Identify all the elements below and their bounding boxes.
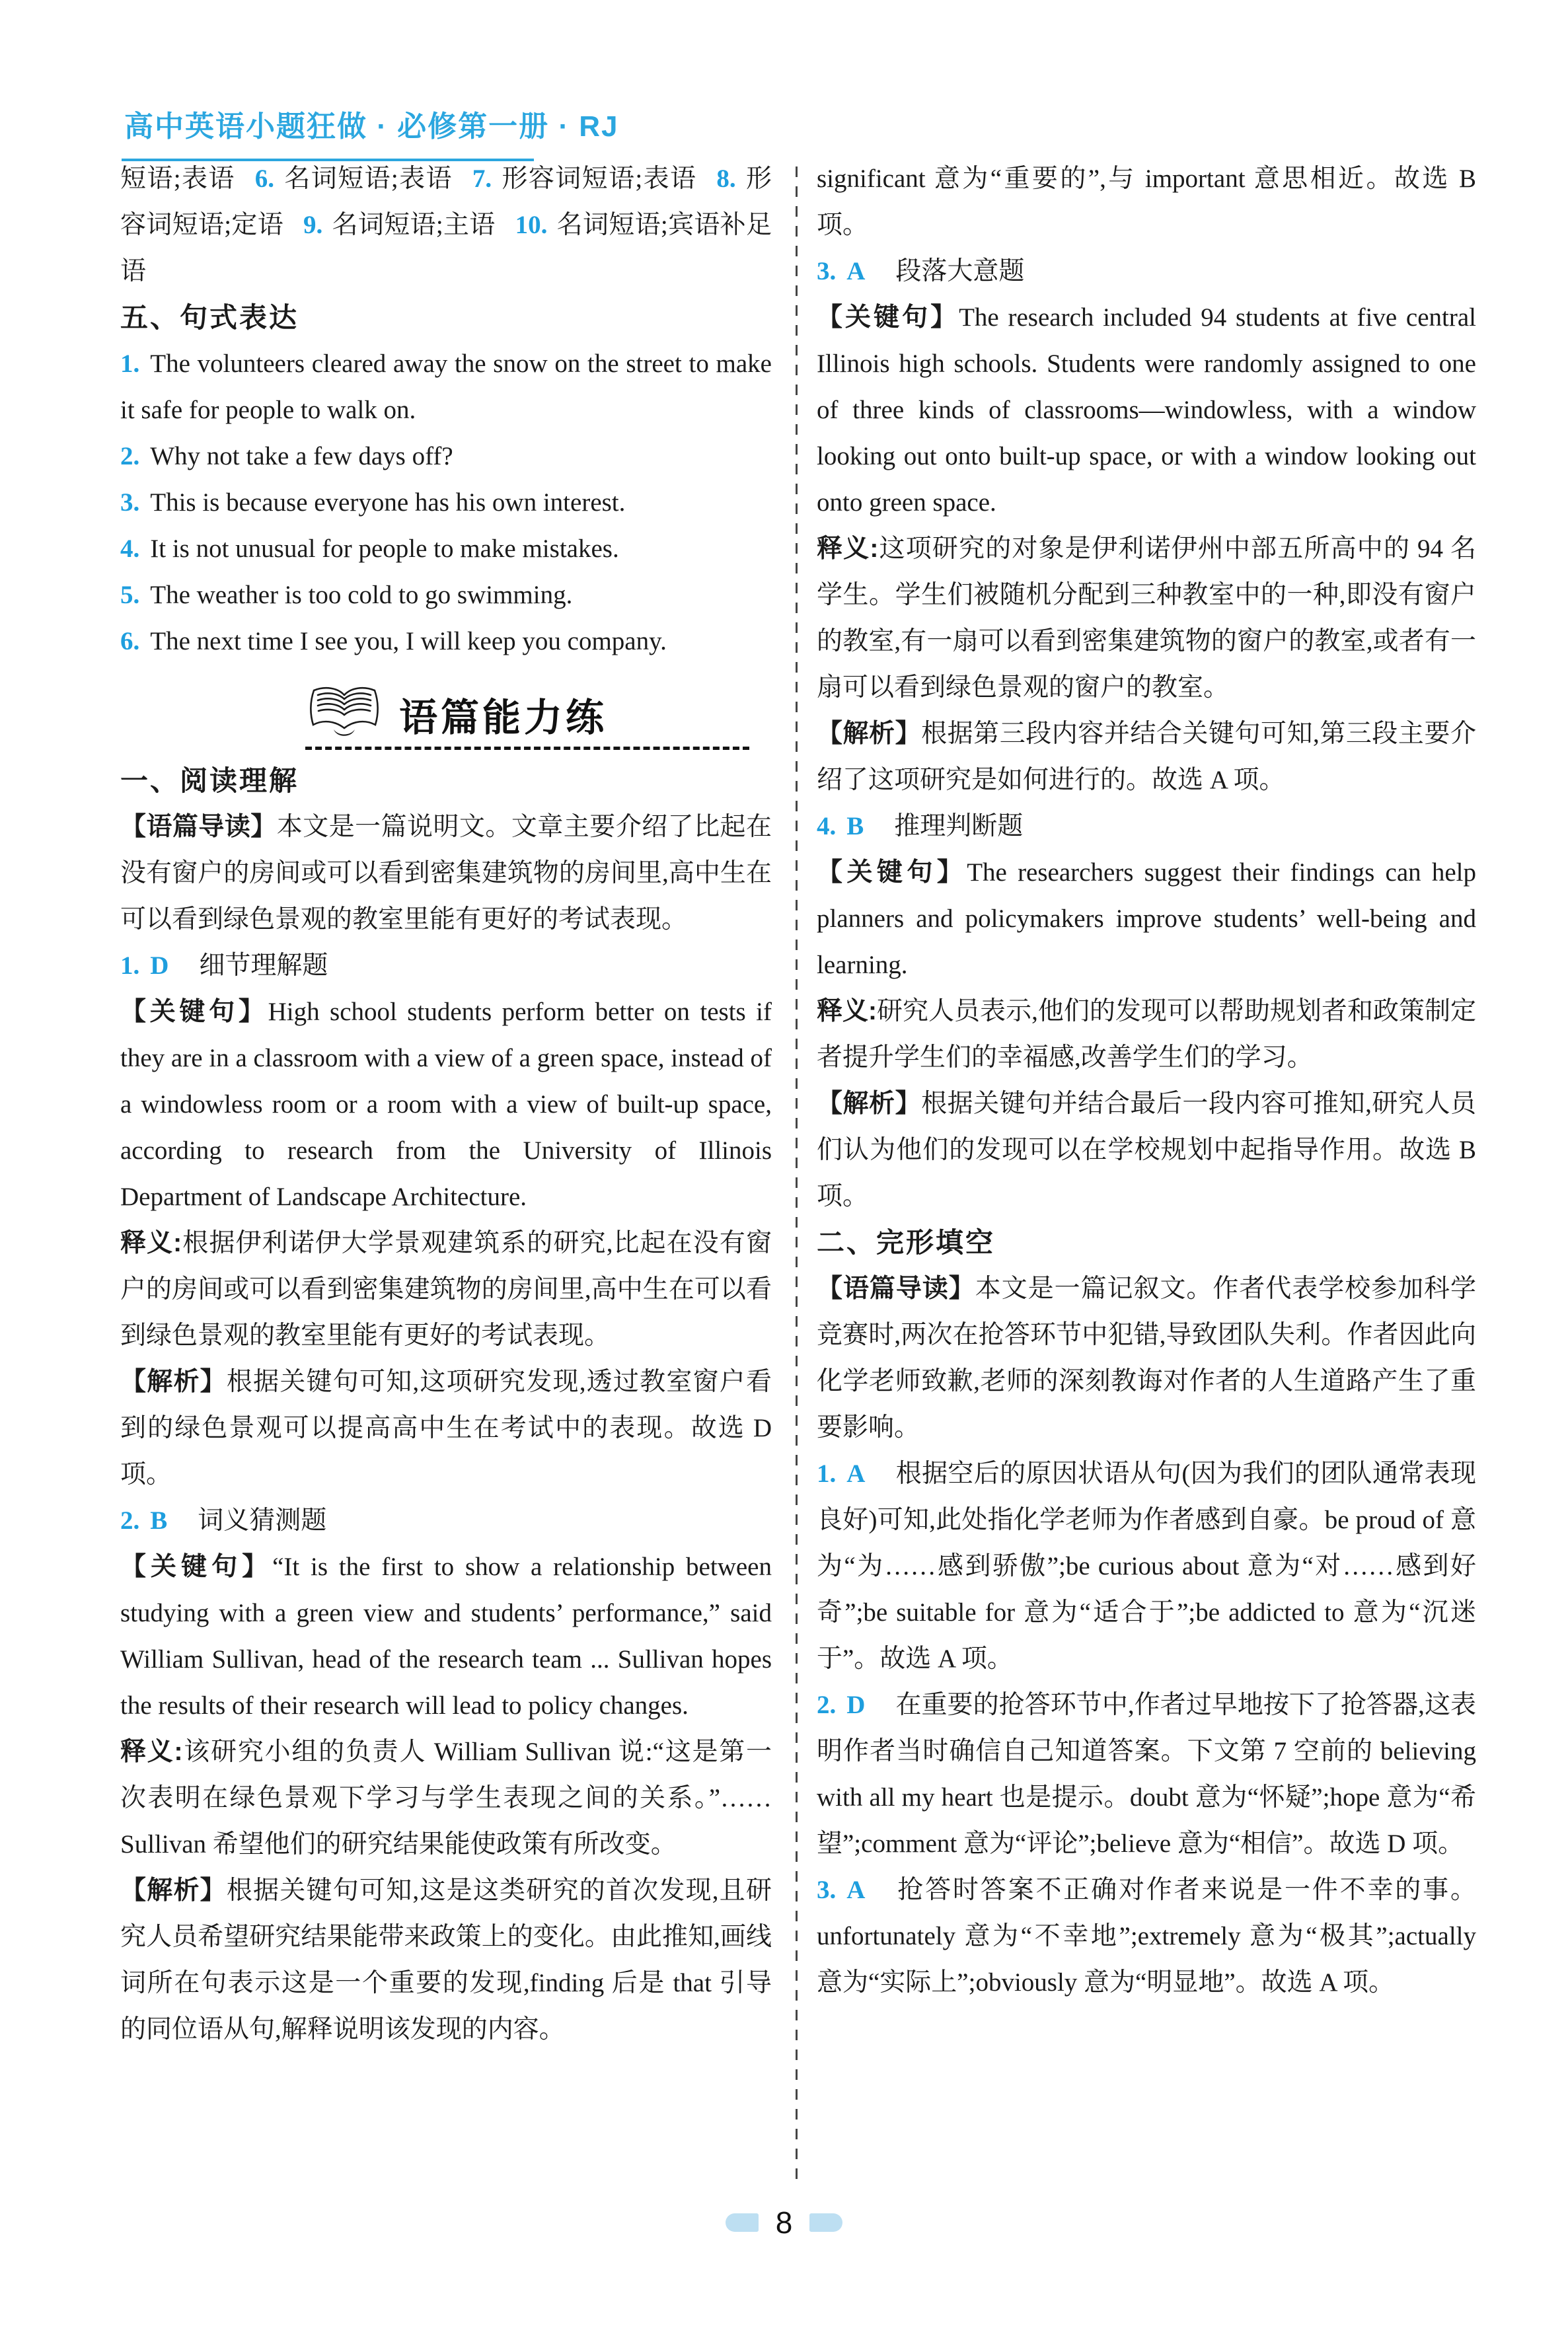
answer-paragraph bbox=[817, 1682, 1476, 1867]
paragraph-label: 【关键句】 bbox=[817, 858, 967, 887]
answer-letter: B bbox=[846, 812, 864, 840]
labeled-paragraph bbox=[120, 989, 772, 1220]
numbered-sentence bbox=[120, 618, 772, 665]
numbered-sentence bbox=[120, 526, 772, 572]
answer-text: 抢答时答案不正确对作者来说是一件不幸的事。unfortunately 意为“不幸地”;extremely 意为“极其”;actually 意为“实际上”;obviously 意为“明显地”。故选 A 项。 bbox=[817, 1876, 1476, 1997]
paragraph-text: 本文是一篇记叙文。作者代表学校参加科学竞赛时,两次在抢答环节中犯错,导致团队失利。作者因此向化学老师致歉,老师的深刻教诲对作者的人生道路产生了重要影响。 bbox=[817, 1274, 1476, 1442]
labeled-paragraph bbox=[120, 804, 772, 943]
page-header-title: 高中英语小题狂做 · 必修第一册 · RJ bbox=[124, 110, 619, 143]
answer-text: 根据空后的原因状语从句(因为我们的团队通常表现良好)可知,此处指化学老师为作者感到自豪。be proud of 意为“为……感到骄傲”;be curious about 意为“对……感到好奇”;be suitable for 意为“适合于”;be addicted to 意为“沉迷于”。故选 A 项。 bbox=[817, 1459, 1476, 1673]
labeled-paragraph bbox=[817, 1081, 1476, 1220]
section-heading: 五、句式表达 bbox=[120, 302, 299, 333]
text-run: 形容词短语;表语 bbox=[501, 165, 697, 193]
labeled-paragraph bbox=[817, 988, 1476, 1081]
paragraph-label: 【解析】 bbox=[817, 720, 922, 748]
paragraph-text: 本文是一篇说明文。文章主要介绍了比起在没有窗户的房间或可以看到密集建筑物的房间里,高中生在可以看到绿色景观的教室里能有更好的考试表现。 bbox=[120, 813, 772, 934]
banner-title: 语篇能力练 bbox=[399, 696, 608, 740]
inline-number: 10. bbox=[515, 211, 548, 239]
labeled-paragraph bbox=[817, 850, 1476, 988]
page-footer bbox=[0, 2205, 1568, 2240]
numbered-run bbox=[120, 156, 772, 295]
item-number: 2. bbox=[120, 442, 140, 470]
answer-heading bbox=[120, 943, 772, 989]
numbered-sentence bbox=[120, 480, 772, 526]
paragraph-text: 根据伊利诺伊大学景观建筑系的研究,比起在没有窗户的房间或可以看到密集建筑物的房间里,高中生在可以看到绿色景观的教室里能有更好的考试表现。 bbox=[120, 1229, 772, 1350]
text-run: 短语;表语 bbox=[120, 165, 235, 193]
item-number: 3. bbox=[120, 488, 140, 517]
inline-number: 8. bbox=[716, 165, 736, 193]
sentence-text: Why not take a few days off? bbox=[150, 442, 453, 470]
paragraph-label: 【语篇导读】 bbox=[120, 813, 277, 841]
answer-heading bbox=[817, 803, 1476, 850]
answer-letter: A bbox=[846, 257, 866, 285]
paragraph-text: 这项研究的对象是伊利诺伊州中部五所高中的 94 名学生。学生们被随机分配到三种教室中的一种,即没有窗户的教室,有一扇可以看到密集建筑物的窗户的教室,或者有一扇可以看到绿色景观的窗户的教室。 bbox=[817, 535, 1476, 702]
answer-text: 在重要的抢答环节中,作者过早地按下了抢答器,这表明作者当时确信自己知道答案。下文第 7 空前的 believing with all my heart 也是提示。doubt 意为“怀疑”;hope 意为“希望”;comment 意为“评论”;believe 意为“相信”。故选 D 项。 bbox=[817, 1691, 1476, 1858]
page-number: 8 bbox=[775, 2205, 793, 2240]
section-heading: 二、完形填空 bbox=[817, 1227, 996, 1258]
paragraph-label: 【解析】 bbox=[817, 1089, 922, 1118]
open-book-icon bbox=[305, 683, 383, 739]
answer-letter: D bbox=[150, 951, 169, 980]
item-number: 1. bbox=[120, 350, 140, 378]
sentence-text: It is not unusual for people to make mistakes. bbox=[150, 535, 619, 563]
paragraph-text: The researchers suggest their findings can help planners and policymakers improve students’ well-being and learning. bbox=[817, 858, 1476, 979]
paragraph-text: “It is the first to show a relationship between studying with a green view and students’ performance,” said William Sullivan, head of the research team ... Sullivan hopes the results of their research will lead to policy changes. bbox=[120, 1553, 772, 1720]
answer-letter: A bbox=[846, 1459, 866, 1488]
answer-number: 1. bbox=[817, 1459, 837, 1488]
answer-paragraph bbox=[817, 1867, 1476, 2006]
answer-number: 1. bbox=[120, 951, 140, 980]
question-type-label: 段落大意题 bbox=[895, 257, 1025, 285]
paragraph-label: 释义: bbox=[817, 535, 879, 563]
text-run: 名词短语;宾语补足语 bbox=[120, 211, 772, 285]
item-number: 4. bbox=[120, 535, 140, 563]
paragraph-text: 根据关键句可知,这项研究发现,透过教室窗户看到的绿色景观可以提高高中生在考试中的表现。故选 D 项。 bbox=[120, 1368, 772, 1489]
right-column bbox=[817, 156, 1476, 2006]
paragraph-label: 【关键句】 bbox=[817, 303, 959, 332]
question-type-label: 推理判断题 bbox=[894, 812, 1024, 840]
numbered-sentence bbox=[120, 433, 772, 480]
left-column bbox=[120, 156, 772, 2053]
labeled-paragraph bbox=[817, 295, 1476, 526]
paragraph: significant 意为“重要的”,与 important 意思相近。故选 B 项。 bbox=[817, 165, 1476, 239]
paragraph-label: 【语篇导读】 bbox=[817, 1274, 975, 1303]
paragraph-label: 【解析】 bbox=[120, 1876, 227, 1905]
answer-heading bbox=[817, 248, 1476, 295]
paragraph-text: 根据关键句可知,这是这类研究的首次发现,且研究人员希望研究结果能带来政策上的变化。由此推知,画线词所在句表示这是一个重要的发现,finding 后是 that 引导的同位语从句,解释说明该发现的内容。 bbox=[120, 1876, 772, 2044]
question-type-label: 细节理解题 bbox=[199, 951, 328, 980]
paragraph-text: 该研究小组的负责人 William Sullivan 说:“这是第一次表明在绿色景观下学习与学生表现之间的关系。”……Sullivan 希望他们的研究结果能使政策有所改变。 bbox=[120, 1738, 772, 1859]
answer-number: 3. bbox=[817, 1876, 837, 1904]
footer-pill-left-icon bbox=[726, 2213, 759, 2232]
paragraph-text: 根据关键句并结合最后一段内容可推知,研究人员们认为他们的发现可以在学校规划中起指导作用。故选 B 项。 bbox=[817, 1089, 1476, 1210]
inline-number: 6. bbox=[254, 165, 274, 193]
paragraph-text: 研究人员表示,他们的发现可以帮助规划者和政策制定者提升学生们的幸福感,改善学生们的学习。 bbox=[817, 997, 1476, 1072]
answer-letter: D bbox=[846, 1691, 866, 1719]
labeled-paragraph bbox=[120, 1359, 772, 1498]
answer-letter: B bbox=[150, 1506, 168, 1535]
sentence-text: The volunteers cleared away the snow on the street to make it safe for people to walk on. bbox=[120, 350, 772, 424]
inline-number: 7. bbox=[472, 165, 492, 193]
labeled-paragraph bbox=[120, 1220, 772, 1359]
footer-pill-right-icon bbox=[809, 2213, 842, 2232]
section-banner bbox=[305, 683, 749, 750]
paragraph-label: 【解析】 bbox=[120, 1368, 227, 1396]
inline-number: 9. bbox=[303, 211, 323, 239]
answer-number: 4. bbox=[817, 812, 837, 840]
paragraph-label: 释义: bbox=[120, 1738, 183, 1766]
answer-number: 2. bbox=[817, 1691, 837, 1719]
paragraph-label: 释义: bbox=[817, 997, 877, 1025]
text-run: 名词短语;主语 bbox=[332, 211, 496, 239]
question-type-label: 词义猜测题 bbox=[198, 1506, 327, 1535]
text-run: 名词短语;表语 bbox=[283, 165, 453, 193]
labeled-paragraph bbox=[817, 1266, 1476, 1451]
text-run: 形容词短语;定语 bbox=[120, 165, 772, 239]
answer-number: 3. bbox=[817, 257, 837, 285]
paragraph-text: 根据第三段内容并结合关键句可知,第三段主要介绍了这项研究是如何进行的。故选 A 项。 bbox=[817, 720, 1476, 794]
paragraph-label: 【关键句】 bbox=[120, 1553, 273, 1581]
labeled-paragraph bbox=[817, 526, 1476, 711]
column-divider bbox=[796, 166, 798, 2188]
paragraph-label: 【关键句】 bbox=[120, 998, 268, 1026]
sentence-text: This is because everyone has his own interest. bbox=[150, 488, 626, 517]
labeled-paragraph bbox=[120, 1544, 772, 1729]
labeled-paragraph bbox=[120, 1729, 772, 1868]
paragraph-text: The research included 94 students at five central Illinois high schools. Students were randomly assigned to one of three kinds of classrooms—windowless, with a window looking out onto built-up space, or with a window looking out onto green space. bbox=[817, 303, 1476, 517]
sentence-text: The weather is too cold to go swimming. bbox=[150, 581, 573, 609]
item-number: 6. bbox=[120, 627, 140, 655]
answer-paragraph bbox=[817, 1451, 1476, 1682]
numbered-sentence bbox=[120, 341, 772, 433]
labeled-paragraph bbox=[120, 1868, 772, 2053]
numbered-sentence bbox=[120, 572, 772, 618]
paragraph-text: High school students perform better on tests if they are in a classroom with a view of a green space, instead of a windowless room or a room with a view of built-up space, according to research from the University of Illinois Department of Landscape Architecture. bbox=[120, 998, 772, 1211]
labeled-paragraph bbox=[817, 711, 1476, 803]
answer-number: 2. bbox=[120, 1506, 140, 1535]
section-heading: 一、阅读理解 bbox=[120, 765, 299, 796]
paragraph-label: 释义: bbox=[120, 1229, 182, 1257]
answer-letter: A bbox=[846, 1876, 866, 1904]
item-number: 5. bbox=[120, 581, 140, 609]
answer-heading bbox=[120, 1498, 772, 1544]
sentence-text: The next time I see you, I will keep you company. bbox=[150, 627, 667, 655]
